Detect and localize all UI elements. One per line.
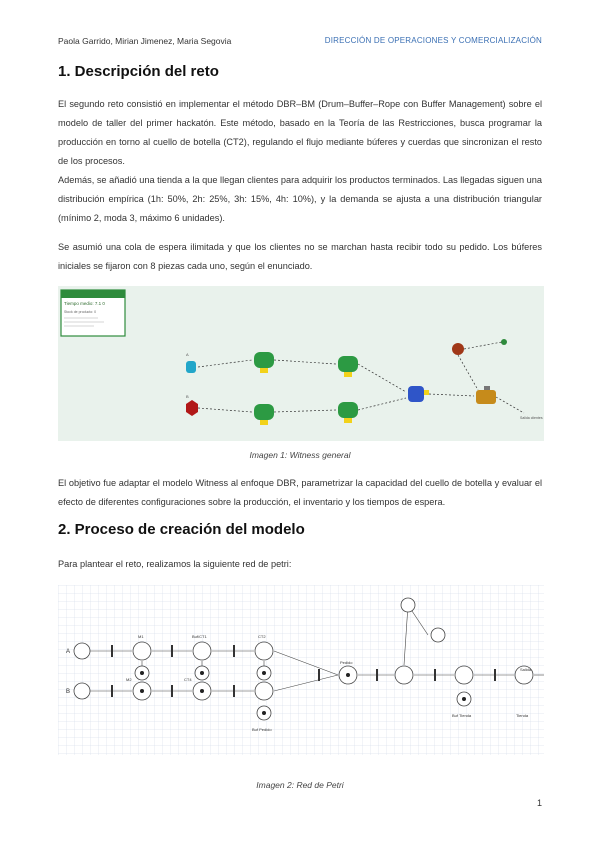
header-section: DIRECCIÓN DE OPERACIONES Y COMERCIALIZACIÓN (324, 36, 542, 45)
page-number: 1 (536, 798, 542, 808)
caption-petri: Imagen 2: Red de Petri (256, 780, 344, 790)
petri-label-buf-tienda: Buf Tienda (452, 713, 472, 718)
caption-witness: Imagen 1: Witness general (249, 450, 351, 460)
svg-text:A: A (186, 352, 189, 357)
header-authors: Paola Garrido, Mirian Jimenez, Maria Segovia (58, 36, 232, 46)
petri-place-a (74, 643, 90, 659)
petri-label-ct4: CT4 (184, 677, 192, 682)
petri-label-salida: Salida (520, 667, 532, 672)
paragraph-objetivo: El objetivo fue adaptar el modelo Witness al enfoque DBR, parametrizar la capacidad del cuello de botella y evaluar el efecto de diferentes configuraciones sobre la producción, el inventario y los tiempos de espera. (58, 478, 542, 507)
witness-panel-line2: Stock de producto: 0 (64, 310, 97, 314)
petri-label-ct2: CT2 (258, 634, 266, 639)
petri-label-buf-ct1: Buf/CT1 (192, 634, 207, 639)
paragraph-petri-intro: Para plantear el reto, realizamos la siguiente red de petri: (58, 559, 292, 569)
petri-label-b: B (66, 689, 71, 695)
paragraph-intro: El segundo reto consistió en implementar el método DBR–BM (Drum–Buffer–Rope con Buffer Management) sobre el modelo de taller del primer hackatón. Este método, basado en la Teoría de las Restricciones, busca programar la producción en torno al cuello de botella (CT2), regulando el flujo mediante búferes y cuerdas que sincronizan el resto de los procesos. (58, 99, 542, 166)
petri-label-m2: M2 (126, 677, 132, 682)
witness-panel-line1: Tiempo medio: 7.1 0 (64, 301, 105, 306)
petri-label-buf-pedido: Buf Pedido (252, 727, 272, 732)
petri-label-tienda: Tienda (516, 713, 529, 718)
petri-label-m1: M1 (138, 634, 144, 639)
petri-net-diagram (58, 585, 544, 755)
petri-label-pedido: Pedido (340, 660, 353, 665)
petri-label-a: A (66, 649, 71, 655)
section-title-1: 1. Descripción del reto (58, 63, 219, 80)
witness-source-a (186, 361, 196, 373)
paragraph-cola: Se asumió una cola de espera ilimitada y que los clientes no se marchan hasta recibir todo su pedido. Los búferes iniciales se fijaron con 8 piezas cada uno, según el enunciado. (58, 242, 542, 271)
svg-text:B: B (186, 394, 189, 399)
witness-figure (58, 286, 544, 441)
witness-diagram (58, 286, 544, 441)
petri-figure (58, 585, 544, 755)
paragraph-tienda: Además, se añadió una tienda a la que llegan clientes para adquirir los productos terminados. Las llegadas siguen una distribución empírica (1h: 50%, 2h: 25%, 3h: 15%, 4h: 10%), y la demanda se ajusta a una distribución triangular (mínimo 2, moda 3, máximo 6 unidades). (58, 175, 542, 223)
petri-place-b (74, 683, 90, 699)
witness-customer (452, 343, 464, 355)
witness-exit-label: Salida clientes (520, 416, 543, 420)
section-title-2: 2. Proceso de creación del modelo (58, 521, 305, 538)
